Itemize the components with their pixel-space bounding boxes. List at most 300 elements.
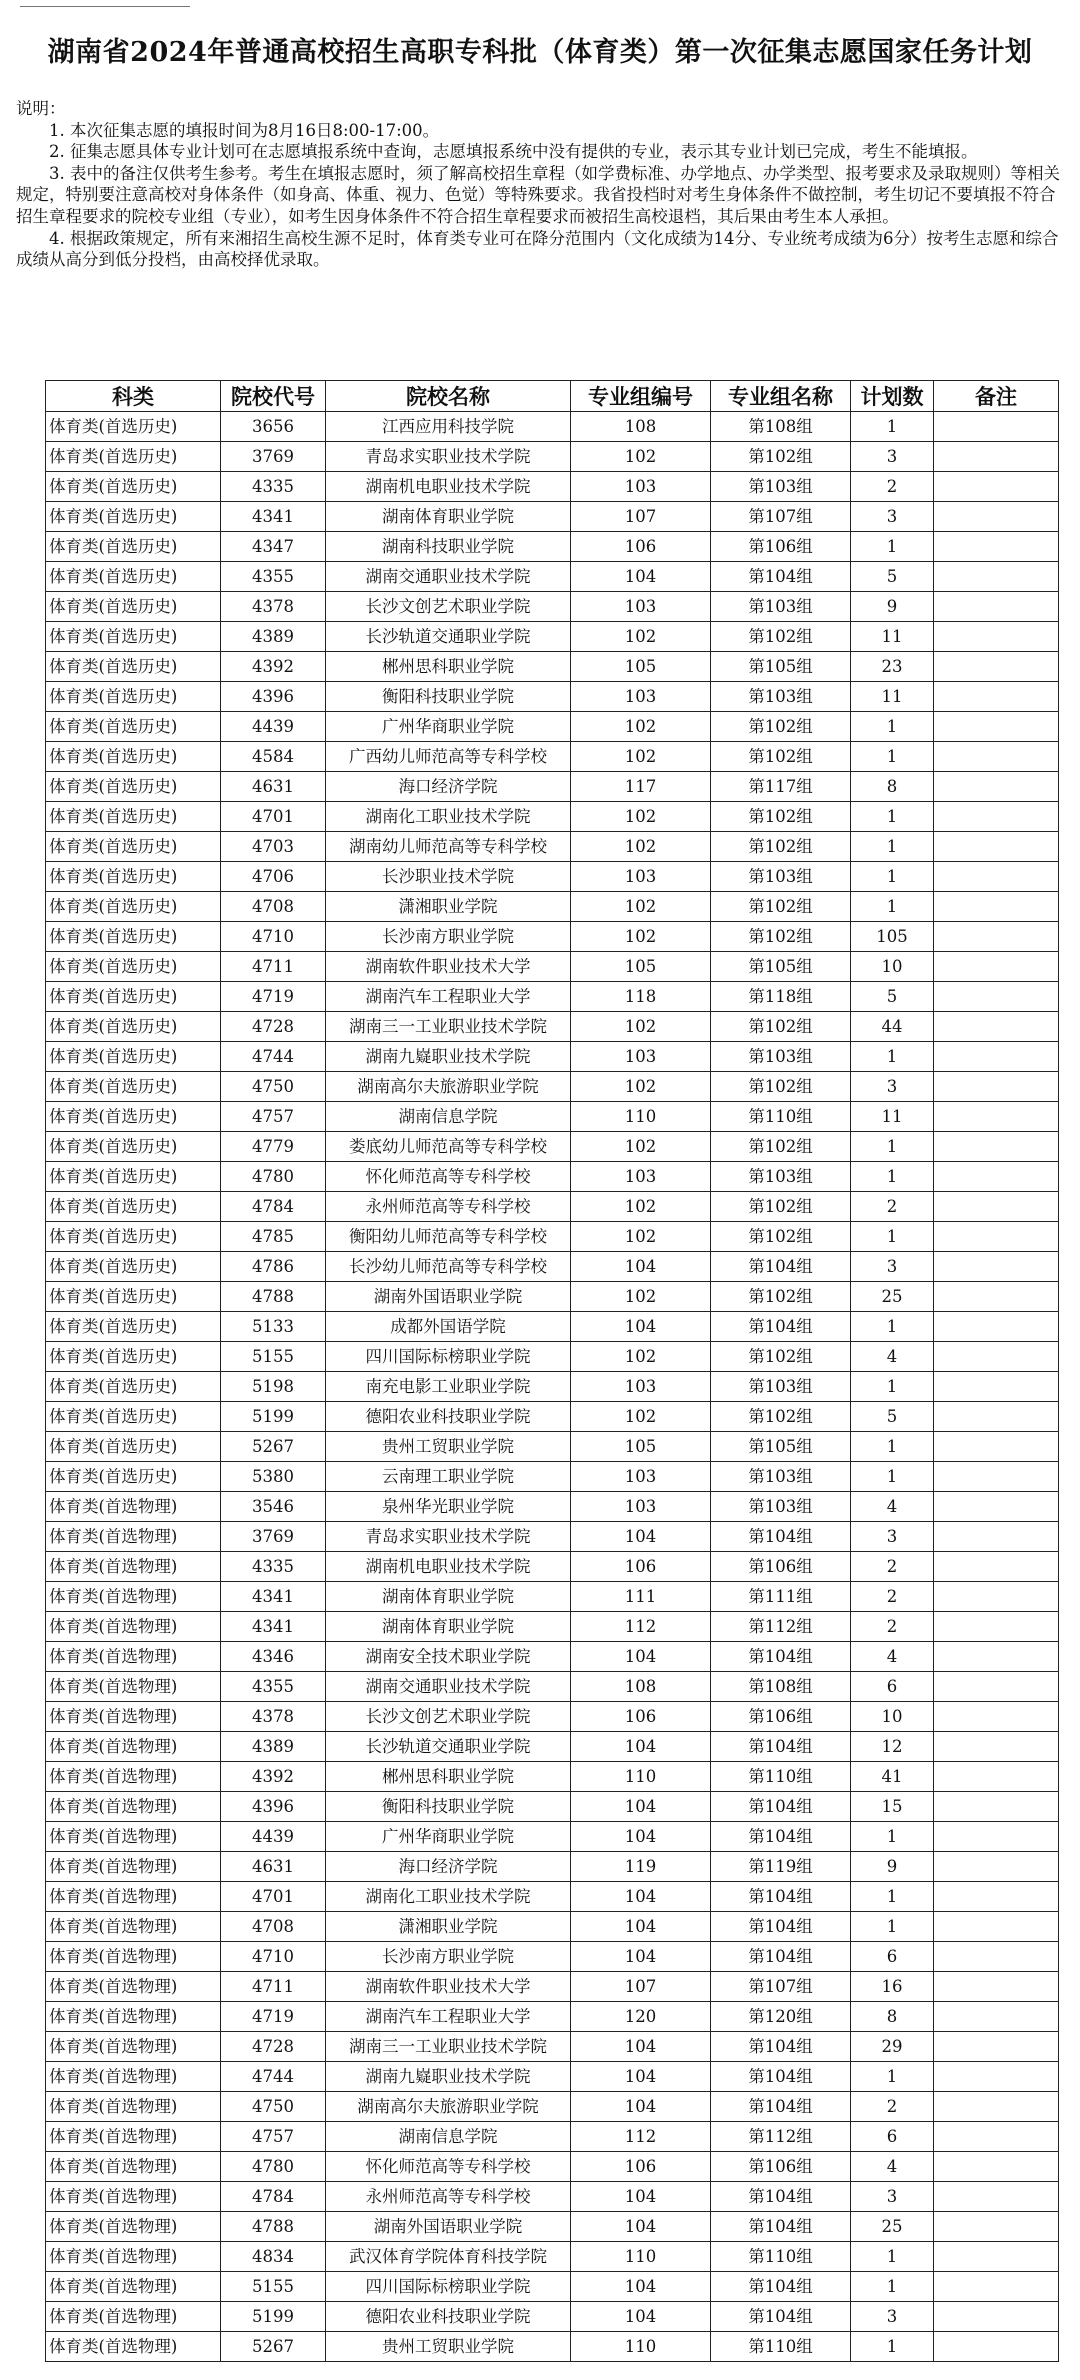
cell-school-code: 4701 bbox=[221, 1882, 326, 1912]
cell-group-code: 110 bbox=[571, 1762, 711, 1792]
cell-kelei: 体育类(首选历史) bbox=[46, 1282, 221, 1312]
cell-remark bbox=[934, 952, 1059, 982]
cell-school-name: 海口经济学院 bbox=[326, 1852, 571, 1882]
cell-plan-count: 1 bbox=[851, 1882, 934, 1912]
cell-remark bbox=[934, 802, 1059, 832]
cell-remark bbox=[934, 592, 1059, 622]
cell-kelei: 体育类(首选历史) bbox=[46, 442, 221, 472]
cell-group-name: 第102组 bbox=[711, 1222, 851, 1252]
notes-section bbox=[16, 98, 1061, 271]
cell-remark bbox=[934, 1252, 1059, 1282]
cell-remark bbox=[934, 1342, 1059, 1372]
cell-plan-count: 12 bbox=[851, 1732, 934, 1762]
cell-group-code: 120 bbox=[571, 2002, 711, 2032]
cell-plan-count: 1 bbox=[851, 1312, 934, 1342]
table-row bbox=[46, 2092, 1059, 2122]
cell-school-code: 4784 bbox=[221, 1192, 326, 1222]
cell-remark bbox=[934, 2272, 1059, 2302]
cell-school-code: 4439 bbox=[221, 712, 326, 742]
table-row bbox=[46, 1762, 1059, 1792]
cell-plan-count: 1 bbox=[851, 1822, 934, 1852]
cell-school-code: 3656 bbox=[221, 412, 326, 442]
cell-remark bbox=[934, 1732, 1059, 1762]
cell-group-name: 第104组 bbox=[711, 1822, 851, 1852]
cell-plan-count: 11 bbox=[851, 622, 934, 652]
cell-group-name: 第104组 bbox=[711, 2302, 851, 2332]
cell-plan-count: 5 bbox=[851, 562, 934, 592]
table-row bbox=[46, 1402, 1059, 1432]
cell-kelei: 体育类(首选历史) bbox=[46, 532, 221, 562]
cell-group-name: 第102组 bbox=[711, 1402, 851, 1432]
cell-school-code: 4378 bbox=[221, 592, 326, 622]
cell-remark bbox=[934, 2302, 1059, 2332]
cell-group-code: 112 bbox=[571, 1612, 711, 1642]
cell-kelei: 体育类(首选物理) bbox=[46, 1942, 221, 1972]
table-row bbox=[46, 1672, 1059, 1702]
cell-school-name: 衡阳科技职业学院 bbox=[326, 682, 571, 712]
cell-school-code: 4389 bbox=[221, 1732, 326, 1762]
table-row bbox=[46, 1462, 1059, 1492]
cell-school-code: 4728 bbox=[221, 2032, 326, 2062]
cell-remark bbox=[934, 1402, 1059, 1432]
cell-remark bbox=[934, 1612, 1059, 1642]
cell-school-name: 湖南九嶷职业技术学院 bbox=[326, 1042, 571, 1072]
cell-kelei: 体育类(首选物理) bbox=[46, 1612, 221, 1642]
cell-school-code: 4744 bbox=[221, 1042, 326, 1072]
cell-group-name: 第102组 bbox=[711, 1192, 851, 1222]
table-row bbox=[46, 1882, 1059, 1912]
cell-school-code: 4396 bbox=[221, 1792, 326, 1822]
cell-kelei: 体育类(首选物理) bbox=[46, 1972, 221, 2002]
cell-group-code: 102 bbox=[571, 1012, 711, 1042]
cell-school-code: 4341 bbox=[221, 1582, 326, 1612]
cell-kelei: 体育类(首选历史) bbox=[46, 802, 221, 832]
cell-kelei: 体育类(首选历史) bbox=[46, 1102, 221, 1132]
table-row bbox=[46, 1972, 1059, 2002]
cell-plan-count: 4 bbox=[851, 2152, 934, 2182]
cell-remark bbox=[934, 1882, 1059, 1912]
cell-kelei: 体育类(首选物理) bbox=[46, 1702, 221, 1732]
cell-group-name: 第102组 bbox=[711, 1282, 851, 1312]
cell-school-code: 4701 bbox=[221, 802, 326, 832]
cell-school-code: 5199 bbox=[221, 1402, 326, 1432]
cell-group-code: 118 bbox=[571, 982, 711, 1012]
note-item: 2. 征集志愿具体专业计划可在志愿填报系统中查询，志愿填报系统中没有提供的专业，表示其专业计划已完成，考生不能填报。 bbox=[49, 142, 978, 162]
cell-plan-count: 1 bbox=[851, 1462, 934, 1492]
cell-group-code: 104 bbox=[571, 2062, 711, 2092]
table-row bbox=[46, 1432, 1059, 1462]
cell-remark bbox=[934, 1282, 1059, 1312]
table-row bbox=[46, 442, 1059, 472]
cell-plan-count: 2 bbox=[851, 472, 934, 502]
cell-plan-count: 5 bbox=[851, 1402, 934, 1432]
cell-group-name: 第102组 bbox=[711, 832, 851, 862]
cell-school-code: 4780 bbox=[221, 1162, 326, 1192]
cell-school-name: 四川国际标榜职业学院 bbox=[326, 2272, 571, 2302]
cell-school-code: 3546 bbox=[221, 1492, 326, 1522]
cell-remark bbox=[934, 1912, 1059, 1942]
cell-remark bbox=[934, 1522, 1059, 1552]
cell-remark bbox=[934, 1972, 1059, 2002]
cell-kelei: 体育类(首选历史) bbox=[46, 622, 221, 652]
cell-remark bbox=[934, 532, 1059, 562]
cell-plan-count: 1 bbox=[851, 2062, 934, 2092]
cell-kelei: 体育类(首选物理) bbox=[46, 2032, 221, 2062]
cell-kelei: 体育类(首选历史) bbox=[46, 682, 221, 712]
cell-group-name: 第104组 bbox=[711, 2092, 851, 2122]
cell-school-name: 湖南信息学院 bbox=[326, 2122, 571, 2152]
table-row bbox=[46, 1222, 1059, 1252]
table-row bbox=[46, 1072, 1059, 1102]
cell-school-name: 长沙职业技术学院 bbox=[326, 862, 571, 892]
cell-school-name: 湖南体育职业学院 bbox=[326, 502, 571, 532]
cell-group-name: 第103组 bbox=[711, 682, 851, 712]
cell-plan-count: 4 bbox=[851, 1492, 934, 1522]
cell-group-code: 102 bbox=[571, 832, 711, 862]
cell-plan-count: 3 bbox=[851, 442, 934, 472]
cell-kelei: 体育类(首选物理) bbox=[46, 2182, 221, 2212]
cell-remark bbox=[934, 2152, 1059, 2182]
cell-plan-count: 1 bbox=[851, 832, 934, 862]
cell-plan-count: 1 bbox=[851, 532, 934, 562]
cell-school-code: 4834 bbox=[221, 2242, 326, 2272]
table-row bbox=[46, 1162, 1059, 1192]
cell-school-name: 湖南机电职业技术学院 bbox=[326, 472, 571, 502]
header-school-name: 院校名称 bbox=[326, 381, 571, 412]
table-row bbox=[46, 712, 1059, 742]
cell-group-code: 106 bbox=[571, 1552, 711, 1582]
cell-group-code: 102 bbox=[571, 742, 711, 772]
cell-school-name: 广西幼儿师范高等专科学校 bbox=[326, 742, 571, 772]
cell-kelei: 体育类(首选历史) bbox=[46, 1372, 221, 1402]
table-row bbox=[46, 2182, 1059, 2212]
cell-remark bbox=[934, 652, 1059, 682]
cell-group-code: 103 bbox=[571, 472, 711, 502]
table-row bbox=[46, 862, 1059, 892]
cell-group-code: 104 bbox=[571, 562, 711, 592]
cell-group-code: 103 bbox=[571, 1042, 711, 1072]
table-row bbox=[46, 742, 1059, 772]
cell-kelei: 体育类(首选物理) bbox=[46, 1492, 221, 1522]
cell-group-name: 第120组 bbox=[711, 2002, 851, 2032]
cell-group-name: 第112组 bbox=[711, 1612, 851, 1642]
cell-plan-count: 16 bbox=[851, 1972, 934, 2002]
table-row bbox=[46, 1192, 1059, 1222]
cell-remark bbox=[934, 1312, 1059, 1342]
cell-plan-count: 1 bbox=[851, 1912, 934, 1942]
table-row bbox=[46, 412, 1059, 442]
cell-remark bbox=[934, 412, 1059, 442]
cell-school-name: 湖南交通职业技术学院 bbox=[326, 562, 571, 592]
cell-school-code: 4719 bbox=[221, 982, 326, 1012]
cell-kelei: 体育类(首选物理) bbox=[46, 1762, 221, 1792]
cell-school-code: 4757 bbox=[221, 2122, 326, 2152]
table-row bbox=[46, 1012, 1059, 1042]
cell-group-code: 102 bbox=[571, 712, 711, 742]
cell-remark bbox=[934, 1582, 1059, 1612]
cell-school-code: 4728 bbox=[221, 1012, 326, 1042]
plan-table bbox=[45, 380, 1059, 2362]
table-row bbox=[46, 562, 1059, 592]
cell-group-name: 第103组 bbox=[711, 472, 851, 502]
cell-plan-count: 1 bbox=[851, 862, 934, 892]
table-row bbox=[46, 1312, 1059, 1342]
table-row bbox=[46, 1942, 1059, 1972]
cell-school-code: 4631 bbox=[221, 1852, 326, 1882]
cell-kelei: 体育类(首选物理) bbox=[46, 2302, 221, 2332]
note-item: 4. 根据政策规定，所有来湘招生高校生源不足时，体育类专业可在降分范围内（文化成绩为14分、专业统考成绩为6分）按考生志愿和综合成绩从高分到低分投档，由高校择优录取。 bbox=[16, 228, 1059, 270]
cell-plan-count: 1 bbox=[851, 712, 934, 742]
cell-group-code: 117 bbox=[571, 772, 711, 802]
cell-group-code: 102 bbox=[571, 622, 711, 652]
cell-school-name: 长沙幼儿师范高等专科学校 bbox=[326, 1252, 571, 1282]
cell-kelei: 体育类(首选物理) bbox=[46, 2122, 221, 2152]
cell-school-name: 湖南九嶷职业技术学院 bbox=[326, 2062, 571, 2092]
cell-kelei: 体育类(首选历史) bbox=[46, 502, 221, 532]
cell-kelei: 体育类(首选历史) bbox=[46, 772, 221, 802]
cell-kelei: 体育类(首选历史) bbox=[46, 1462, 221, 1492]
cell-group-name: 第102组 bbox=[711, 742, 851, 772]
cell-school-code: 5155 bbox=[221, 2272, 326, 2302]
cell-remark bbox=[934, 2242, 1059, 2272]
cell-remark bbox=[934, 1102, 1059, 1132]
cell-group-code: 104 bbox=[571, 1252, 711, 1282]
table-row bbox=[46, 532, 1059, 562]
cell-kelei: 体育类(首选物理) bbox=[46, 1732, 221, 1762]
cell-school-name: 怀化师范高等专科学校 bbox=[326, 2152, 571, 2182]
cell-kelei: 体育类(首选物理) bbox=[46, 1882, 221, 1912]
cell-plan-count: 1 bbox=[851, 1432, 934, 1462]
cell-kelei: 体育类(首选物理) bbox=[46, 1582, 221, 1612]
cell-school-name: 武汉体育学院体育科技学院 bbox=[326, 2242, 571, 2272]
table-row bbox=[46, 1372, 1059, 1402]
cell-plan-count: 9 bbox=[851, 592, 934, 622]
cell-plan-count: 1 bbox=[851, 1372, 934, 1402]
cell-group-code: 104 bbox=[571, 1312, 711, 1342]
cell-school-code: 4341 bbox=[221, 1612, 326, 1642]
cell-group-name: 第102组 bbox=[711, 892, 851, 922]
cell-kelei: 体育类(首选物理) bbox=[46, 1552, 221, 1582]
cell-plan-count: 23 bbox=[851, 652, 934, 682]
cell-remark bbox=[934, 772, 1059, 802]
cell-group-name: 第104组 bbox=[711, 1792, 851, 1822]
cell-group-code: 107 bbox=[571, 1972, 711, 2002]
cell-group-name: 第104组 bbox=[711, 562, 851, 592]
cell-group-name: 第102组 bbox=[711, 1132, 851, 1162]
table-row bbox=[46, 772, 1059, 802]
cell-school-name: 潇湘职业学院 bbox=[326, 892, 571, 922]
cell-group-code: 104 bbox=[571, 2032, 711, 2062]
cell-kelei: 体育类(首选历史) bbox=[46, 712, 221, 742]
header-plan-count: 计划数 bbox=[851, 381, 934, 412]
cell-group-code: 104 bbox=[571, 1912, 711, 1942]
cell-school-name: 湖南外国语职业学院 bbox=[326, 2212, 571, 2242]
cell-kelei: 体育类(首选历史) bbox=[46, 1432, 221, 1462]
cell-kelei: 体育类(首选历史) bbox=[46, 1222, 221, 1252]
cell-school-code: 4719 bbox=[221, 2002, 326, 2032]
cell-kelei: 体育类(首选物理) bbox=[46, 1642, 221, 1672]
cell-school-name: 湖南体育职业学院 bbox=[326, 1612, 571, 1642]
cell-group-name: 第105组 bbox=[711, 652, 851, 682]
cell-group-code: 104 bbox=[571, 2272, 711, 2302]
cell-group-code: 102 bbox=[571, 892, 711, 922]
cell-plan-count: 1 bbox=[851, 2242, 934, 2272]
cell-school-name: 长沙轨道交通职业学院 bbox=[326, 1732, 571, 1762]
table-row bbox=[46, 2062, 1059, 2092]
table-row bbox=[46, 1132, 1059, 1162]
cell-group-name: 第103组 bbox=[711, 1462, 851, 1492]
cell-plan-count: 1 bbox=[851, 412, 934, 442]
cell-plan-count: 3 bbox=[851, 2182, 934, 2212]
cell-kelei: 体育类(首选历史) bbox=[46, 652, 221, 682]
cell-remark bbox=[934, 1942, 1059, 1972]
cell-plan-count: 1 bbox=[851, 1132, 934, 1162]
cell-school-name: 郴州思科职业学院 bbox=[326, 1762, 571, 1792]
cell-remark bbox=[934, 2062, 1059, 2092]
table-row bbox=[46, 1912, 1059, 1942]
cell-group-name: 第118组 bbox=[711, 982, 851, 1012]
cell-group-code: 103 bbox=[571, 1162, 711, 1192]
table-row bbox=[46, 2122, 1059, 2152]
table-row bbox=[46, 1642, 1059, 1672]
cell-school-name: 湖南外国语职业学院 bbox=[326, 1282, 571, 1312]
cell-group-name: 第107组 bbox=[711, 1972, 851, 2002]
table-row bbox=[46, 472, 1059, 502]
cell-school-code: 4785 bbox=[221, 1222, 326, 1252]
cell-group-name: 第105组 bbox=[711, 952, 851, 982]
cell-group-code: 112 bbox=[571, 2122, 711, 2152]
cell-school-code: 4584 bbox=[221, 742, 326, 772]
cell-group-name: 第103组 bbox=[711, 592, 851, 622]
cell-school-code: 4392 bbox=[221, 652, 326, 682]
cell-school-code: 4355 bbox=[221, 1672, 326, 1702]
cell-school-code: 5267 bbox=[221, 1432, 326, 1462]
cell-remark bbox=[934, 862, 1059, 892]
table-row bbox=[46, 832, 1059, 862]
cell-school-code: 4378 bbox=[221, 1702, 326, 1732]
cell-group-code: 108 bbox=[571, 1672, 711, 1702]
cell-school-code: 4346 bbox=[221, 1642, 326, 1672]
cell-kelei: 体育类(首选物理) bbox=[46, 1912, 221, 1942]
cell-school-name: 湖南汽车工程职业大学 bbox=[326, 2002, 571, 2032]
cell-school-code: 4784 bbox=[221, 2182, 326, 2212]
cell-kelei: 体育类(首选历史) bbox=[46, 892, 221, 922]
cell-plan-count: 1 bbox=[851, 1162, 934, 1192]
cell-group-code: 102 bbox=[571, 922, 711, 952]
cell-remark bbox=[934, 892, 1059, 922]
cell-school-code: 5133 bbox=[221, 1312, 326, 1342]
cell-school-name: 永州师范高等专科学校 bbox=[326, 1192, 571, 1222]
cell-group-name: 第104组 bbox=[711, 2212, 851, 2242]
header-group-name: 专业组名称 bbox=[711, 381, 851, 412]
cell-group-code: 105 bbox=[571, 652, 711, 682]
cell-kelei: 体育类(首选物理) bbox=[46, 2272, 221, 2302]
cell-group-code: 110 bbox=[571, 2332, 711, 2362]
cell-group-name: 第102组 bbox=[711, 922, 851, 952]
cell-group-name: 第104组 bbox=[711, 1882, 851, 1912]
cell-group-name: 第103组 bbox=[711, 1042, 851, 1072]
cell-plan-count: 6 bbox=[851, 2122, 934, 2152]
cell-plan-count: 6 bbox=[851, 1672, 934, 1702]
cell-plan-count: 1 bbox=[851, 1042, 934, 1072]
cell-school-name: 湖南交通职业技术学院 bbox=[326, 1672, 571, 1702]
cell-school-name: 江西应用科技学院 bbox=[326, 412, 571, 442]
cell-group-name: 第104组 bbox=[711, 2062, 851, 2092]
table-row bbox=[46, 1612, 1059, 1642]
cell-group-code: 110 bbox=[571, 2242, 711, 2272]
cell-school-name: 长沙南方职业学院 bbox=[326, 1942, 571, 1972]
cell-group-code: 102 bbox=[571, 1222, 711, 1252]
cell-school-name: 青岛求实职业技术学院 bbox=[326, 1522, 571, 1552]
cell-group-code: 103 bbox=[571, 592, 711, 622]
cell-plan-count: 2 bbox=[851, 1612, 934, 1642]
cell-group-name: 第108组 bbox=[711, 1672, 851, 1702]
cell-kelei: 体育类(首选物理) bbox=[46, 2212, 221, 2242]
cell-remark bbox=[934, 502, 1059, 532]
cell-group-code: 110 bbox=[571, 1102, 711, 1132]
cell-school-code: 4396 bbox=[221, 682, 326, 712]
cell-school-name: 湖南化工职业技术学院 bbox=[326, 802, 571, 832]
cell-school-code: 4631 bbox=[221, 772, 326, 802]
cell-school-name: 衡阳幼儿师范高等专科学校 bbox=[326, 1222, 571, 1252]
cell-plan-count: 1 bbox=[851, 2272, 934, 2302]
cell-group-name: 第103组 bbox=[711, 862, 851, 892]
header-school-code: 院校代号 bbox=[221, 381, 326, 412]
cell-kelei: 体育类(首选历史) bbox=[46, 1192, 221, 1222]
cell-plan-count: 29 bbox=[851, 2032, 934, 2062]
cell-group-name: 第102组 bbox=[711, 1072, 851, 1102]
table-row bbox=[46, 1552, 1059, 1582]
cell-remark bbox=[934, 2182, 1059, 2212]
table-row bbox=[46, 682, 1059, 712]
cell-group-name: 第104组 bbox=[711, 1312, 851, 1342]
cell-group-name: 第111组 bbox=[711, 1582, 851, 1612]
cell-kelei: 体育类(首选历史) bbox=[46, 1012, 221, 1042]
cell-school-code: 4355 bbox=[221, 562, 326, 592]
cell-school-code: 5380 bbox=[221, 1462, 326, 1492]
cell-school-name: 潇湘职业学院 bbox=[326, 1912, 571, 1942]
cell-kelei: 体育类(首选历史) bbox=[46, 742, 221, 772]
cell-kelei: 体育类(首选物理) bbox=[46, 2332, 221, 2362]
cell-remark bbox=[934, 1462, 1059, 1492]
cell-group-name: 第107组 bbox=[711, 502, 851, 532]
cell-group-name: 第104组 bbox=[711, 1942, 851, 1972]
cell-school-name: 湖南三一工业职业技术学院 bbox=[326, 2032, 571, 2062]
cell-remark bbox=[934, 1372, 1059, 1402]
cell-group-code: 104 bbox=[571, 2182, 711, 2212]
cell-kelei: 体育类(首选物理) bbox=[46, 1792, 221, 1822]
cell-remark bbox=[934, 742, 1059, 772]
cell-school-name: 长沙南方职业学院 bbox=[326, 922, 571, 952]
cell-school-code: 4744 bbox=[221, 2062, 326, 2092]
cell-school-code: 4788 bbox=[221, 2212, 326, 2242]
cell-school-name: 德阳农业科技职业学院 bbox=[326, 2302, 571, 2332]
cell-remark bbox=[934, 1672, 1059, 1702]
cell-kelei: 体育类(首选历史) bbox=[46, 412, 221, 442]
cell-kelei: 体育类(首选历史) bbox=[46, 952, 221, 982]
cell-group-name: 第102组 bbox=[711, 1342, 851, 1372]
cell-school-name: 衡阳科技职业学院 bbox=[326, 1792, 571, 1822]
cell-plan-count: 1 bbox=[851, 802, 934, 832]
cell-plan-count: 41 bbox=[851, 1762, 934, 1792]
cell-kelei: 体育类(首选物理) bbox=[46, 2002, 221, 2032]
table-row bbox=[46, 1702, 1059, 1732]
cell-school-code: 4708 bbox=[221, 892, 326, 922]
cell-remark bbox=[934, 2032, 1059, 2062]
table-row bbox=[46, 1282, 1059, 1312]
cell-remark bbox=[934, 2092, 1059, 2122]
cell-kelei: 体育类(首选历史) bbox=[46, 1402, 221, 1432]
